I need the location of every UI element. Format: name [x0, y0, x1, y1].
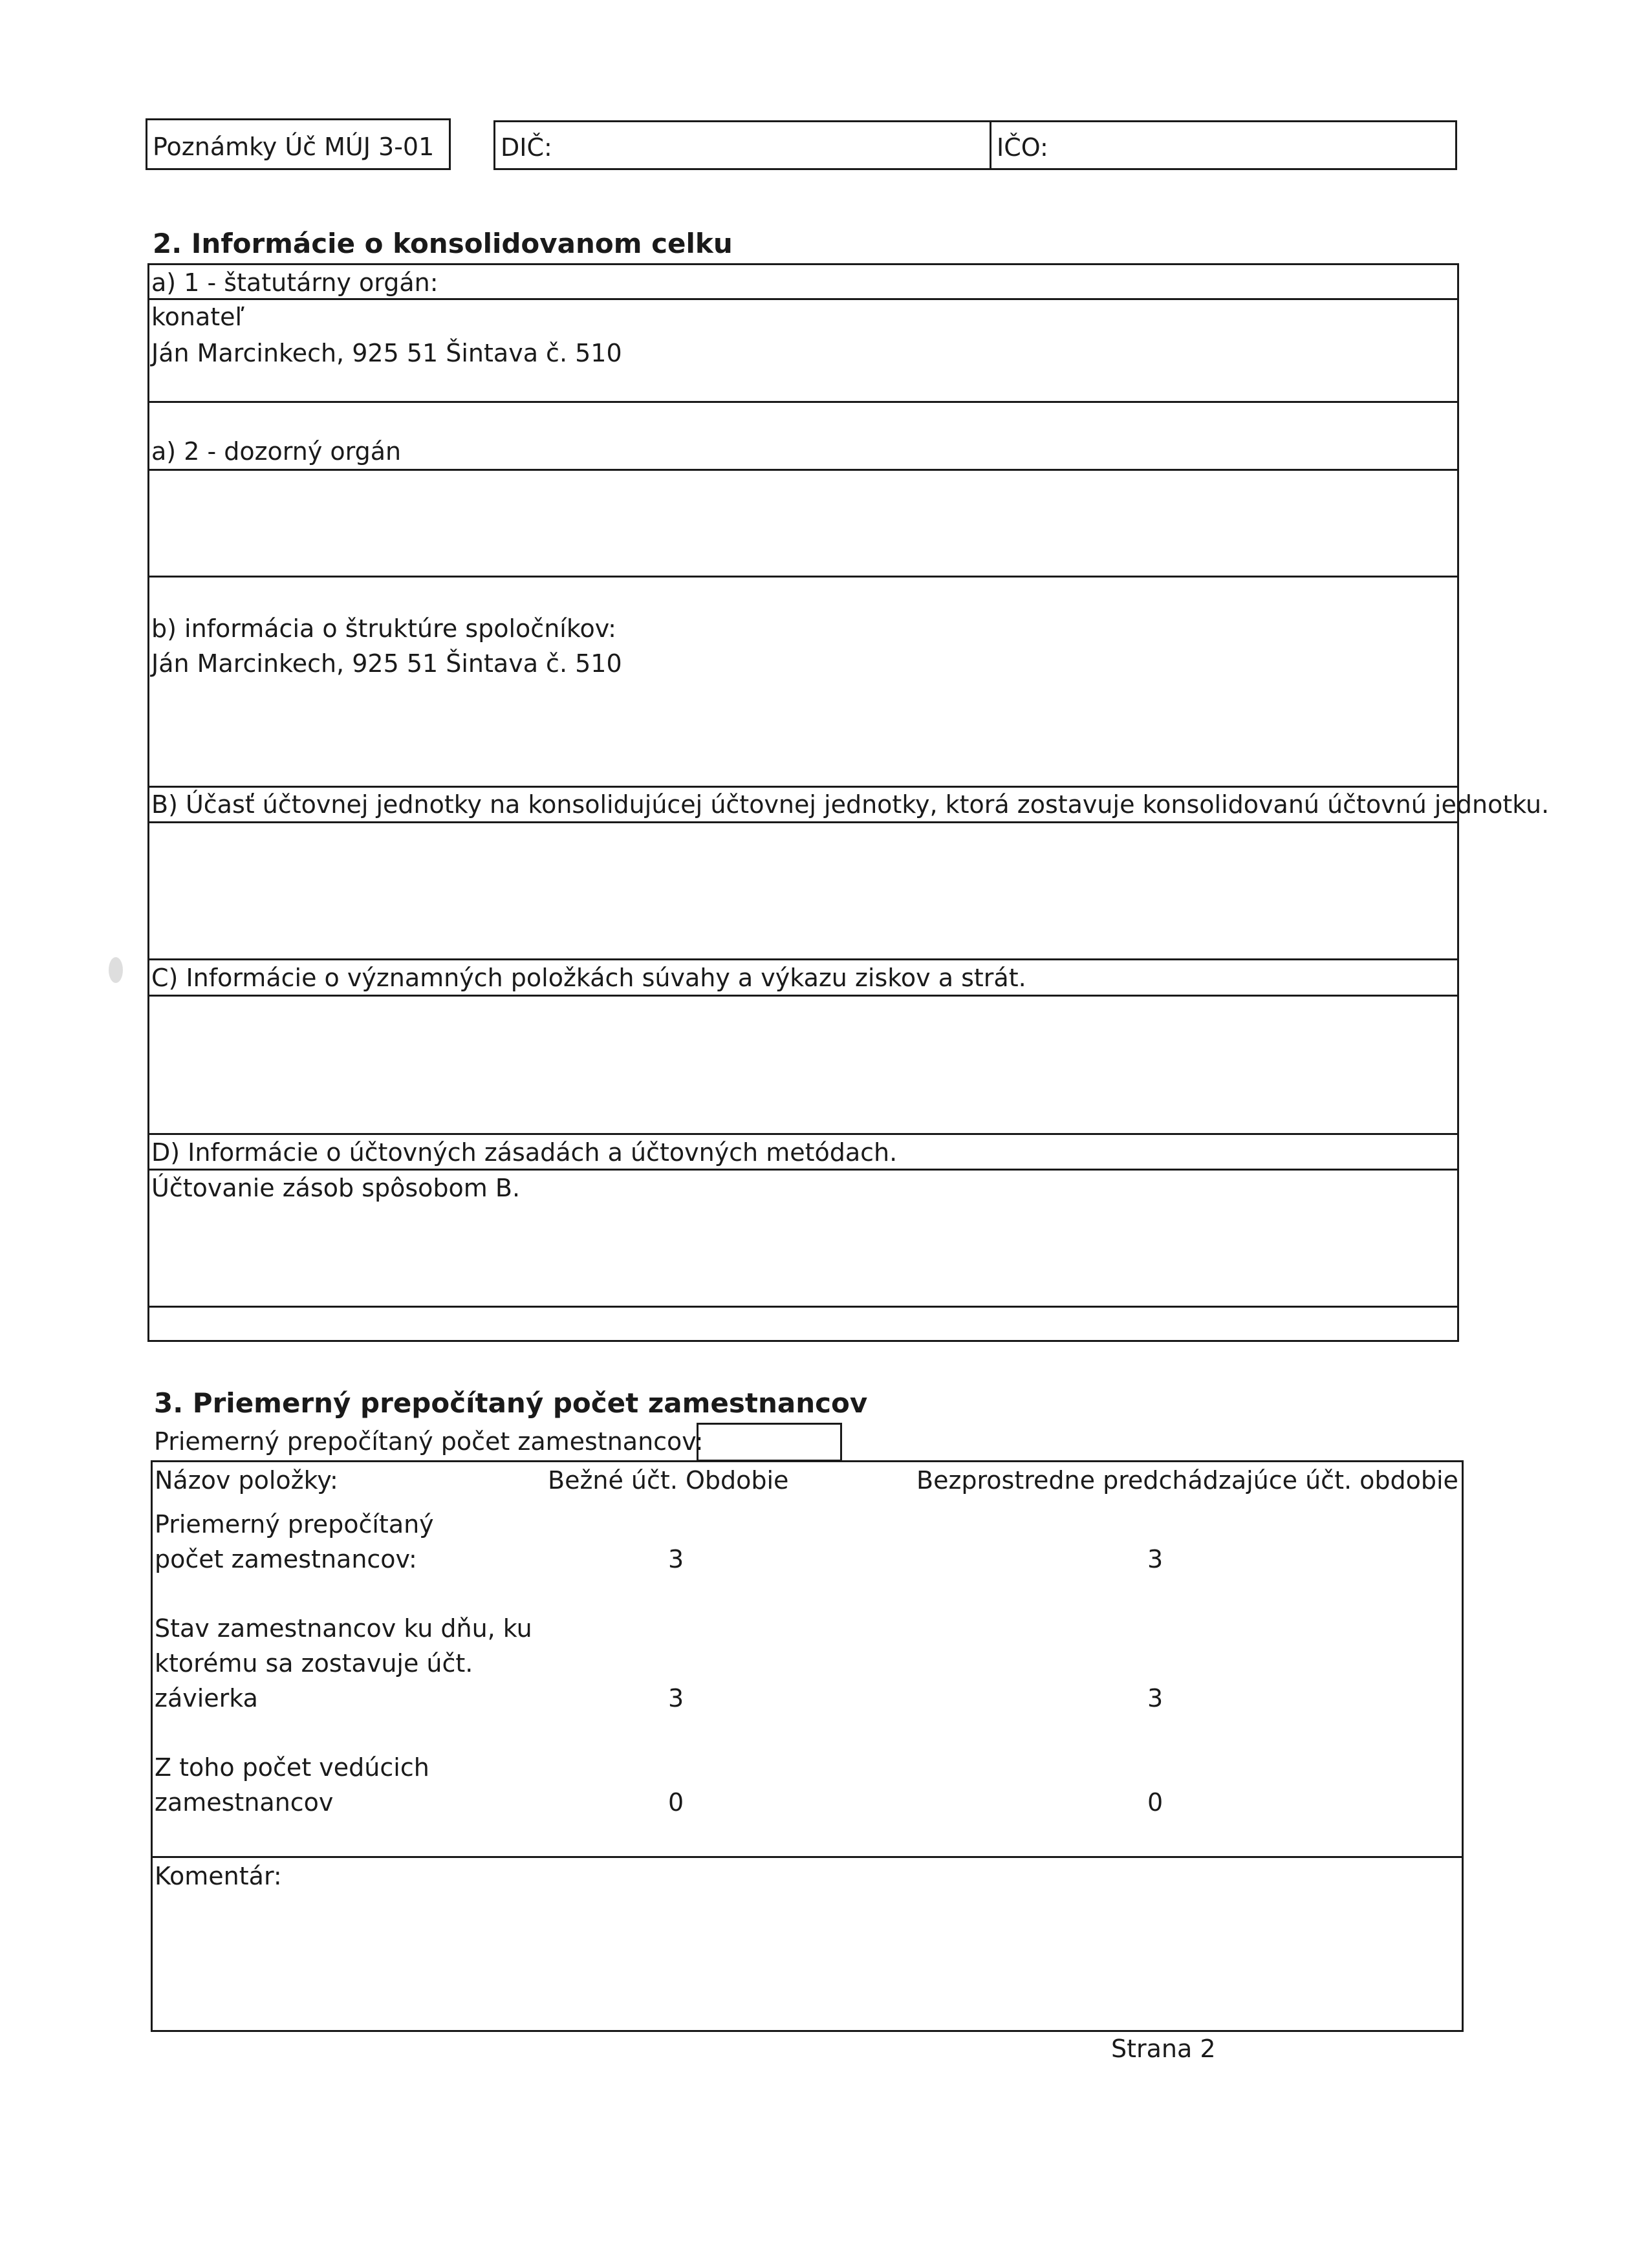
a1-line2: Ján Marcinkech, 925 51 Šintava č. 510 [151, 339, 622, 367]
B-label: B) Účasť účtovnej jednotky na konsolidujúcej účtovnej jednotky, ktorá zostavuje konsolidovanú účtovnú jednotku. [151, 790, 1550, 819]
row1-previous: 3 [1147, 1545, 1164, 1573]
page-number: Strana 2 [1111, 2035, 1216, 2063]
col-header-previous: Bezprostredne predchádzajúce účt. obdobie [916, 1466, 1458, 1495]
b-line1: Ján Marcinkech, 925 51 Šintava č. 510 [151, 649, 622, 678]
D-line1: Účtovanie zásob spôsobom B. [151, 1174, 521, 1202]
col-header-name: Názov položky: [155, 1466, 338, 1495]
row2-previous: 3 [1147, 1684, 1164, 1712]
a1-line1: konateľ [151, 303, 244, 331]
col-header-current: Bežné účt. Obdobie [548, 1466, 789, 1495]
row2-label-line2: ktorému sa zostavuje účt. [155, 1649, 473, 1678]
section3-table [151, 1460, 1464, 2032]
row3-label-line2: zamestnancov [155, 1788, 334, 1817]
row1-label-line1: Priemerný prepočítaný [155, 1510, 434, 1539]
row3-label-line1: Z toho počet vedúcich [155, 1753, 429, 1782]
section3-field-label: Priemerný prepočítaný počet zamestnancov: [154, 1427, 704, 1456]
form-label: Poznámky Úč MÚJ 3-01 [153, 133, 435, 161]
dic-box [493, 120, 991, 170]
row3-previous: 0 [1147, 1788, 1164, 1817]
b-label: b) informácia o štruktúre spoločníkov: [151, 614, 616, 643]
row1-label-line2: počet zamestnancov: [155, 1545, 417, 1573]
row2-current: 3 [668, 1684, 684, 1712]
C-label: C) Informácie o významných položkách súvahy a výkazu ziskov a strát. [151, 964, 1026, 992]
row3-current: 0 [668, 1788, 684, 1817]
form-label-box [146, 118, 451, 170]
D-label: D) Informácie o účtovných zásadách a účtovných metódach. [151, 1138, 898, 1167]
a2-label: a) 2 - dozorný orgán [151, 437, 402, 466]
row2-label-line1: Stav zamestnancov ku dňu, ku [155, 1614, 532, 1643]
section3-title: 3. Priemerný prepočítaný počet zamestnancov [154, 1387, 868, 1419]
row2-label-line3: závierka [155, 1684, 258, 1712]
dic-label: DIČ: [501, 133, 552, 162]
row1-current: 3 [668, 1545, 684, 1573]
ico-box [990, 120, 1457, 170]
section2-table [147, 263, 1550, 1342]
comment-label: Komentár: [155, 1862, 282, 1890]
ico-label: IČO: [997, 133, 1048, 162]
a1-label: a) 1 - štatutárny orgán: [151, 268, 439, 297]
scan-speck [109, 957, 123, 983]
section2-title: 2. Informácie o konsolidovanom celku [153, 228, 733, 259]
section3-field-box [697, 1423, 842, 1462]
